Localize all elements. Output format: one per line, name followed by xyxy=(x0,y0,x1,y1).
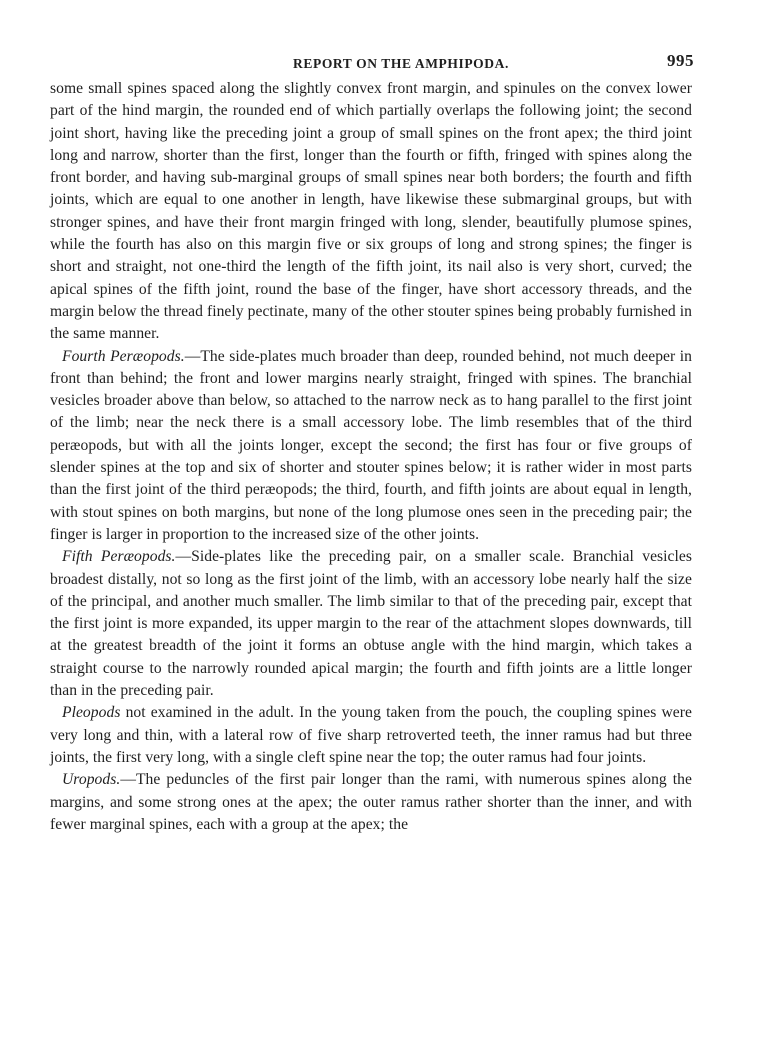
paragraph-fifth-peraeopods xyxy=(50,546,692,702)
paragraph-text: —The side-plates much broader than deep, rounded behind, not much deeper in front than behind; the front and lower margins nearly straight, fringed with spines. The branchial vesicles broader above than below, so attached to the narrow neck as to hang parallel to the first joint of the limb; near the neck there is a small accessory lobe. The limb resembles that of the third peræopods, but with all the joints longer, except the second; the first has four or five groups of slender spines at the top and six of shorter and stouter spines below; it is rather wider in most parts than the first joint of the third peræopods; the third, fourth, and fifth joints are about equal in length, with stout spines on both margins, but none of the long plumose ones seen in the preceding pair; the finger is larger in proportion to the increased size of the other joints. xyxy=(50,347,692,543)
paragraph-text: some small spines spaced along the slightly convex front margin, and spinules on the convex lower part of the hind margin, the rounded end of which partially overlaps the following joint; the second joint short, having like the preceding joint a group of small spines on the front apex; the third joint long and narrow, shorter than the first, longer than the fourth or fifth, fringed with spines along the front border, and having sub-marginal groups of small spines near both borders; the fourth and fifth joints, which are equal to one another in length, have likewise these submarginal groups, but with stronger spines, and have their front margin fringed with long, slender, beautifully plumose spines, while the fourth has also on this margin five or six groups of long and strong spines; the finger is short and straight, not one-third the length of the fifth joint, its nail also is very short, curved; the apical spines of the fifth joint, round the base of the finger, have short accessory threads, and the margin below the thread finely pectinate, many of the other stouter spines being probably furnished in the same manner. xyxy=(50,80,692,343)
paragraph-text: not examined in the adult. In the young taken from the pouch, the coupling spines were very long and thin, with a lateral row of five sharp retroverted teeth, the inner ramus had but three joints, the first very long, with a single cleft spine near the top; the outer ramus had four joints. xyxy=(50,704,692,766)
running-head xyxy=(50,48,692,78)
paragraph-text: —Side-plates like the preceding pair, on a smaller scale. Branchial vesicles broadest distally, not so long as the first joint of the limb, with an accessory lobe nearly half the size of the principal, and another much smaller. The limb similar to that of the preceding pair, except that the first joint is more expanded, its upper margin to the rear of the attachment slopes downwards, till at the greatest breadth of the joint it forms an obtuse angle with the hind margin, which takes a straight course to the narrowly rounded apical margin; the fourth and fifth joints are a little longer than in the preceding pair. xyxy=(50,548,692,700)
paragraph-continuation xyxy=(50,78,692,346)
page-number: 995 xyxy=(667,51,694,70)
paragraph-fourth-peraeopods xyxy=(50,346,692,547)
page xyxy=(50,48,692,836)
paragraph-text: —The peduncles of the first pair longer than the rami, with numerous spines along the margins, and some strong ones at the apex; the outer ramus rather shorter than the inner, and with fewer marginal spines, each with a group at the apex; the xyxy=(50,771,692,833)
section-heading: Uropods. xyxy=(62,771,121,789)
paragraph-uropods xyxy=(50,769,692,836)
running-title: REPORT ON THE AMPHIPODA. xyxy=(293,56,509,71)
body-text xyxy=(50,78,692,836)
paragraph-pleopods xyxy=(50,702,692,769)
section-heading: Pleopods xyxy=(62,704,121,722)
section-heading: Fifth Peræopods. xyxy=(62,548,176,566)
section-heading: Fourth Peræopods. xyxy=(62,347,185,365)
